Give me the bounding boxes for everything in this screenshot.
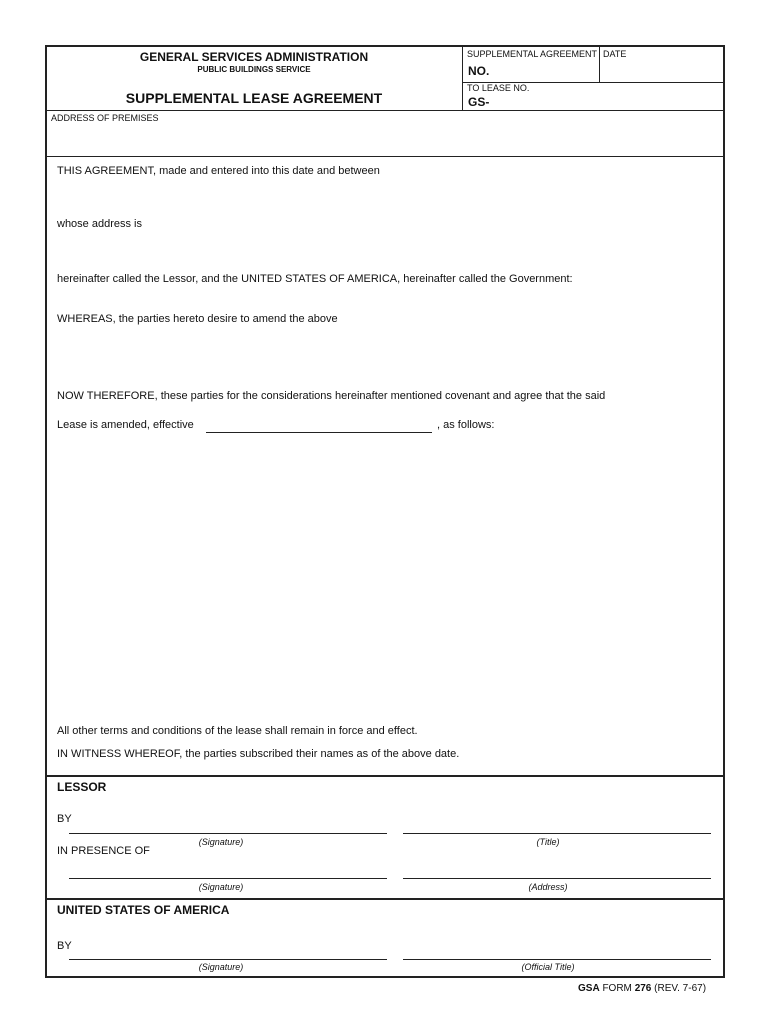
witness-text: IN WITNESS WHEREOF, the parties subscribed their names as of the above date.	[57, 748, 460, 760]
government-signature-caption: (Signature)	[198, 962, 244, 972]
lessor-by-label: BY	[57, 813, 72, 825]
supp-agreement-label: SUPPLEMENTAL AGREEMENT	[467, 49, 598, 59]
footer-rev: (REV. 7-67)	[654, 983, 707, 994]
date-label: DATE	[603, 49, 627, 59]
witness-address-caption: (Address)	[528, 882, 568, 892]
footer-number: 276	[634, 983, 652, 994]
agency-name: GENERAL SERVICES ADMINISTRATION	[139, 50, 369, 64]
now-therefore-text: NOW THEREFORE, these parties for the considerations hereinafter mentioned covenant and agree that the said	[57, 390, 606, 402]
other-terms-text: All other terms and conditions of the lease shall remain in force and effect.	[57, 725, 418, 737]
in-presence-label: IN PRESENCE OF	[57, 845, 150, 857]
supp-agreement-no[interactable]: NO.	[468, 64, 490, 78]
government-heading: UNITED STATES OF AMERICA	[57, 903, 230, 917]
lessor-top-line	[46, 775, 724, 777]
government-by-label: BY	[57, 940, 72, 952]
government-title-line[interactable]	[403, 959, 711, 960]
effective-date-field[interactable]	[206, 432, 432, 433]
government-top-line	[46, 898, 724, 900]
footer-form: FORM	[602, 983, 632, 994]
lessor-title-caption: (Title)	[536, 837, 560, 847]
lessor-signature-line[interactable]	[69, 833, 387, 834]
effective-prefix: Lease is amended, effective	[57, 419, 194, 431]
service-name: PUBLIC BUILDINGS SERVICE	[197, 65, 311, 74]
form-footer	[578, 983, 706, 994]
footer-gsa: GSA	[578, 983, 600, 994]
witness-address-line[interactable]	[403, 878, 711, 879]
government-signature-line[interactable]	[69, 959, 387, 960]
address-bottom-line	[46, 156, 724, 157]
effective-suffix: , as follows:	[437, 419, 495, 431]
hereinafter-text: hereinafter called the Lessor, and the UNITED STATES OF AMERICA, hereinafter called the Government:	[57, 273, 573, 285]
lessor-heading: LESSOR	[57, 780, 107, 794]
lease-no-label: TO LEASE NO.	[467, 83, 530, 93]
witness-signature-line[interactable]	[69, 878, 387, 879]
witness-signature-caption: (Signature)	[198, 882, 244, 892]
address-label: ADDRESS OF PREMISES	[51, 113, 159, 123]
lessor-signature-caption: (Signature)	[198, 837, 244, 847]
page-title: SUPPLEMENTAL LEASE AGREEMENT	[125, 90, 383, 106]
lessor-title-line[interactable]	[403, 833, 711, 834]
whereas-text: WHEREAS, the parties hereto desire to amend the above	[57, 313, 338, 325]
lease-no-value[interactable]: GS-	[468, 95, 490, 109]
date-divider	[599, 46, 600, 82]
address-text: whose address is	[57, 218, 142, 230]
header-divider	[462, 46, 463, 110]
government-title-caption: (Official Title)	[521, 962, 575, 972]
agreement-text: THIS AGREEMENT, made and entered into this date and between	[57, 165, 380, 177]
header-bottom-line	[46, 110, 724, 111]
